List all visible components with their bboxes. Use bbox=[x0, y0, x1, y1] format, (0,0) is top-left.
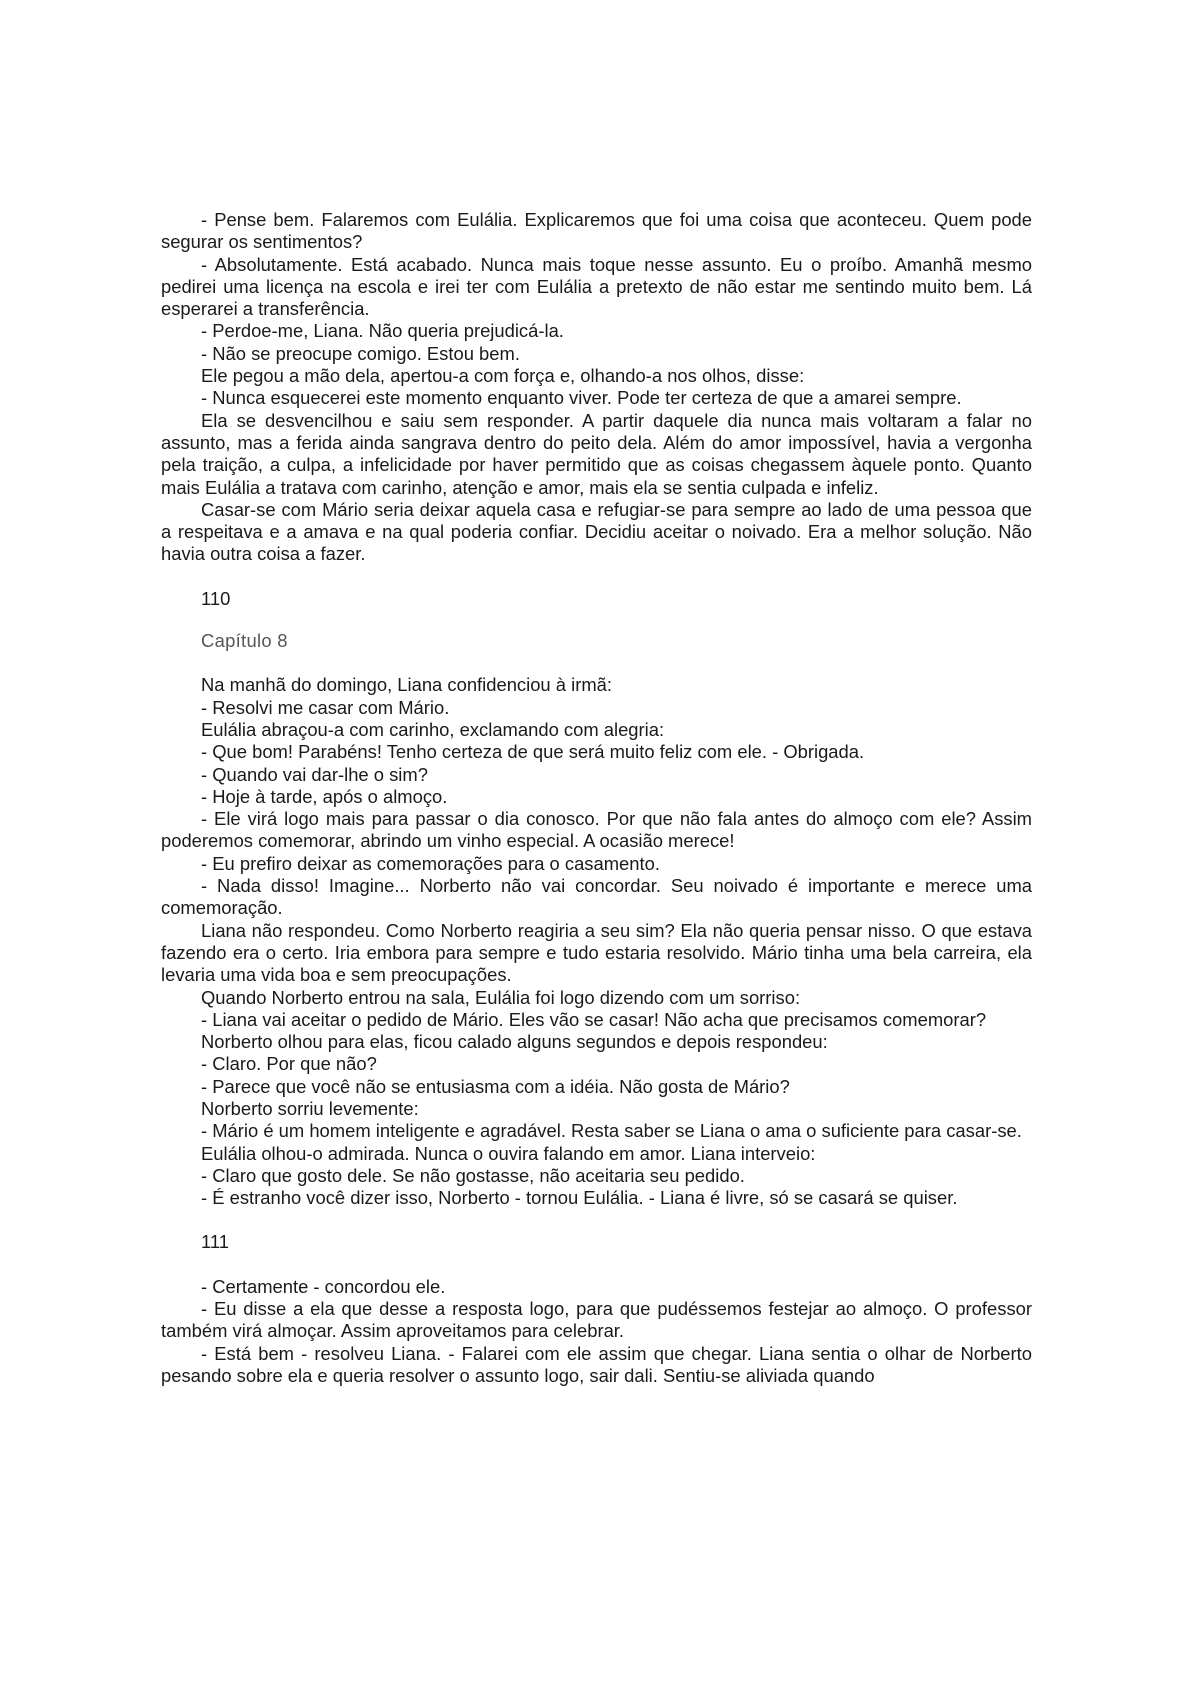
paragraph: - Nunca esquecerei este momento enquanto viver. Pode ter certeza de que a amarei sempre. bbox=[201, 387, 962, 409]
paragraph: Liana não respondeu. Como Norberto reagiria a seu sim? Ela não queria pensar nisso. O que estava fazendo era o certo. Iria embora para sempre e tudo estaria resolvido. Mário tinha uma bela carreira, ela levaria uma vida boa e sem preocupações. bbox=[161, 919, 1032, 986]
paragraph: Norberto olhou para elas, ficou calado alguns segundos e depois respondeu: bbox=[201, 1031, 828, 1053]
paragraph: - Certamente - concordou ele. bbox=[201, 1275, 446, 1297]
paragraph: - Liana vai aceitar o pedido de Mário. Eles vão se casar! Não acha que precisamos comemorar? bbox=[201, 1008, 987, 1030]
paragraph: - Ele virá logo mais para passar o dia conosco. Por que não fala antes do almoço com ele? Assim poderemos comemorar, abrindo um vinho especial. A ocasião merece! bbox=[161, 808, 1032, 852]
paragraph: - Claro que gosto dele. Se não gostasse, não aceitaria seu pedido. bbox=[201, 1164, 745, 1186]
document-page bbox=[161, 209, 1032, 1387]
paragraph: Na manhã do domingo, Liana confidenciou à irmã: bbox=[201, 674, 612, 696]
paragraph: - Quando vai dar-lhe o sim? bbox=[201, 763, 428, 785]
paragraph: Ele pegou a mão dela, apertou-a com força e, olhando-a nos olhos, disse: bbox=[201, 365, 805, 387]
paragraph: - Parece que você não se entusiasma com a idéia. Não gosta de Mário? bbox=[201, 1075, 790, 1097]
paragraph: - Eu disse a ela que desse a resposta logo, para que pudéssemos festejar ao almoço. O professor também virá almoçar. Assim aproveitamos para celebrar. bbox=[161, 1298, 1032, 1342]
page-number: 111 bbox=[201, 1231, 229, 1253]
paragraph: Quando Norberto entrou na sala, Eulália foi logo dizendo com um sorriso: bbox=[201, 986, 801, 1008]
paragraph: - Nada disso! Imagine... Norberto não vai concordar. Seu noivado é importante e merece uma comemoração. bbox=[161, 875, 1032, 919]
paragraph: - Não se preocupe comigo. Estou bem. bbox=[201, 342, 520, 364]
chapter-title: Capítulo 8 bbox=[201, 630, 288, 652]
paragraph: - Hoje à tarde, após o almoço. bbox=[201, 785, 448, 807]
paragraph: - Absolutamente. Está acabado. Nunca mais toque nesse assunto. Eu o proíbo. Amanhã mesmo pedirei uma licença na escola e irei ter com Eulália a pretexto de não estar me sentindo muito bem. Lá esperarei a transferência. bbox=[161, 253, 1032, 320]
paragraph: - Resolvi me casar com Mário. bbox=[201, 696, 450, 718]
paragraph: - Eu prefiro deixar as comemorações para o casamento. bbox=[201, 852, 660, 874]
paragraph: - Perdoe-me, Liana. Não queria prejudicá-la. bbox=[201, 320, 564, 342]
paragraph: Ela se desvencilhou e saiu sem responder. A partir daquele dia nunca mais voltaram a falar no assunto, mas a ferida ainda sangrava dentro do peito dela. Além do amor impossível, havia a vergonha pela traição, a culpa, a infelicidade por haver permitido que as coisas chegassem àquele ponto. Quanto mais Eulália a tratava com carinho, atenção e amor, mais ela se sentia culpada e infeliz. bbox=[161, 409, 1032, 498]
paragraph: - Que bom! Parabéns! Tenho certeza de que será muito feliz com ele. - Obrigada. bbox=[201, 741, 865, 763]
paragraph: - É estranho você dizer isso, Norberto - tornou Eulália. - Liana é livre, só se casará se quiser. bbox=[201, 1187, 958, 1209]
paragraph: Norberto sorriu levemente: bbox=[201, 1097, 419, 1119]
paragraph: Eulália olhou-o admirada. Nunca o ouvira falando em amor. Liana interveio: bbox=[201, 1142, 816, 1164]
paragraph: - Pense bem. Falaremos com Eulália. Explicaremos que foi uma coisa que aconteceu. Quem pode segurar os sentimentos? bbox=[161, 209, 1032, 253]
paragraph: Casar-se com Mário seria deixar aquela casa e refugiar-se para sempre ao lado de uma pessoa que a respeitava e a amava e na qual poderia confiar. Decidiu aceitar o noivado. Era a melhor solução. Não havia outra coisa a fazer. bbox=[161, 498, 1032, 565]
paragraph: - Claro. Por que não? bbox=[201, 1053, 377, 1075]
page-number: 110 bbox=[201, 587, 231, 609]
paragraph: - Mário é um homem inteligente e agradável. Resta saber se Liana o ama o suficiente para casar-se. bbox=[201, 1120, 1022, 1142]
paragraph: Eulália abraçou-a com carinho, exclamando com alegria: bbox=[201, 718, 665, 740]
paragraph: - Está bem - resolveu Liana. - Falarei com ele assim que chegar. Liana sentia o olhar de Norberto pesando sobre ela e queria resolver o assunto logo, sair dali. Sentiu-se aliviada quando bbox=[161, 1342, 1032, 1386]
